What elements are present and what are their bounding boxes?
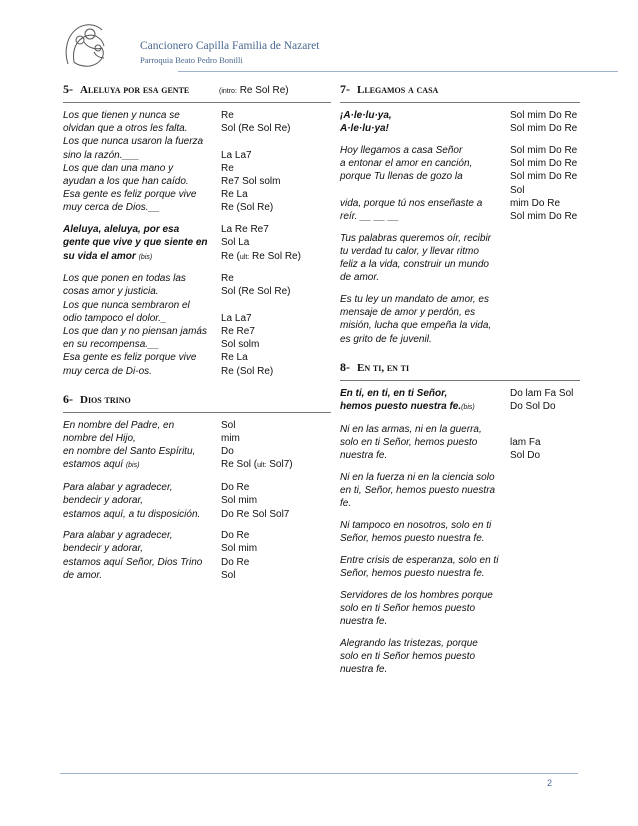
lyric [63, 250, 219, 264]
song-7-body [340, 109, 580, 346]
verse-line [340, 197, 580, 210]
lyric: odio tampoco el dolor._ [63, 312, 167, 324]
verse-line [63, 312, 331, 325]
chords: Sol (Re Sol Re) [221, 286, 291, 298]
chords: Re [221, 273, 234, 285]
lyric: Aleluya, aleluya, por esa [63, 224, 180, 236]
verse-line [63, 508, 331, 521]
chords: Sol mim Do Re [510, 144, 578, 156]
song-intro [219, 85, 331, 96]
chords: Sol mim [221, 495, 258, 507]
lyric: mensaje de amor y perdón, es [340, 307, 476, 319]
chord-text: Re ( [221, 250, 240, 262]
lyric-text: estamos aquí [63, 459, 124, 471]
verse-line [63, 149, 331, 162]
song-title: Llegamos a casa [357, 84, 439, 96]
chords [219, 250, 331, 264]
verse-line [63, 325, 331, 338]
lyric: olvidan que a otros les falta. [63, 123, 188, 135]
lyric: sino la razón.___ [63, 149, 140, 161]
lyric: a entonar el amor en canción, [340, 158, 473, 170]
lyric: ayudan a los que han caído. [63, 176, 189, 188]
chords: Do Re [221, 556, 250, 568]
lyric: de amor. [63, 569, 103, 581]
lyric: Para alabar y agradecer, [63, 482, 173, 494]
chords: Do Re [221, 530, 250, 542]
chords: Do lam Fa Sol [510, 387, 574, 399]
lyric: gente que vive y que siente en [63, 237, 208, 249]
repeat-mark: (bis) [125, 462, 140, 470]
song-8-body [340, 387, 580, 677]
song-5-heading [63, 82, 331, 98]
verse-line [340, 436, 580, 449]
chords: Sol [221, 419, 236, 431]
lyric: fe. [340, 498, 352, 510]
verse-line [63, 445, 331, 458]
song-number: 8- [340, 359, 350, 374]
chords: Re [221, 162, 234, 174]
lyric: Los que nunca usaron la fuerza [63, 136, 204, 148]
verse-line [63, 162, 331, 175]
lyric: solo en ti Señor hemos puesto [340, 602, 476, 614]
verse-line [340, 293, 580, 306]
verse-line [340, 157, 580, 170]
verse-line [340, 333, 580, 346]
repeat-mark: (bis) [461, 403, 475, 411]
chords: Sol [221, 569, 236, 581]
song-title: Dios trino [80, 393, 131, 406]
lyric: Alegrando las tristezas, porque [340, 637, 478, 649]
chords: Sol La [221, 237, 250, 249]
lyric: en su recompensa.__ [63, 339, 160, 351]
lyric: Ni tampoco en nosotros, solo en ti [340, 519, 492, 531]
chords: Re (Sol Re) [221, 365, 274, 377]
lyric: ¡A·le·lu·ya, [340, 110, 392, 121]
verse-line [63, 494, 331, 507]
song-heading-underline [63, 412, 331, 413]
song-number: 5- [63, 82, 73, 96]
lyric: porque Tu llenas de gozo la [340, 171, 463, 183]
verse-line [63, 109, 331, 122]
chord-text: Sol7) [266, 459, 293, 471]
chords: Sol mim Do Re [510, 210, 578, 222]
verse-line [63, 419, 331, 432]
chords [219, 135, 331, 148]
chords: Re Re7 [221, 326, 255, 338]
repeat-mark: (bis) [138, 253, 153, 261]
verse-line [340, 637, 580, 650]
verse-line [340, 471, 580, 484]
lyric: estamos aquí, a tu disposición. [63, 508, 201, 520]
song-heading-underline [340, 102, 580, 103]
verse-line [340, 449, 580, 462]
verse-line [340, 170, 580, 196]
verse-line [340, 306, 580, 319]
lyric: Los que dan y no piensan jamás [63, 326, 207, 338]
lyric: reír. __ __ __ [340, 210, 400, 222]
lyric: de amor. [340, 272, 380, 284]
lyric-text: su vida el amor [63, 250, 136, 262]
lyric: nuestra fe. [340, 664, 388, 676]
lyric: Esa gente es feliz porque vive [63, 189, 197, 201]
lyric: nombre del Hijo, [63, 433, 136, 445]
verse-line [340, 567, 580, 580]
song-title: Aleluya por esa gente [80, 84, 190, 96]
lyric: Hoy llegamos a casa Señor [340, 144, 463, 156]
page-number: 2 [547, 778, 553, 788]
chords: Sol mim Do Re [510, 110, 578, 121]
chords: Do Re Sol Sol7 [221, 508, 290, 520]
verse-line [63, 529, 331, 542]
chords: Sol Do [510, 450, 541, 462]
chords: Sol solm [221, 339, 260, 351]
chords: Sol mim Do Re Sol [510, 171, 578, 196]
lyric: tu verdad tu calor, y llevar ritmo [340, 245, 479, 257]
verse-line [340, 245, 580, 258]
chord-note: ult: [239, 253, 250, 261]
chords: Do [221, 446, 234, 458]
verse-line [340, 589, 580, 602]
verse-line [63, 201, 331, 214]
right-column [340, 82, 580, 676]
chords: La Re Re7 [221, 224, 269, 236]
chorus-line [63, 236, 331, 249]
chords: Re [221, 110, 234, 121]
song-number: 7- [340, 82, 350, 96]
song-number: 6- [63, 391, 73, 406]
header-subtitle: Parroquia Beato Pedro Bonilli [140, 55, 243, 65]
verse-line [63, 272, 331, 285]
holy-family-logo-icon [60, 18, 116, 74]
verse-line [63, 299, 331, 312]
chords: La La7 [221, 312, 252, 324]
chorus-line [63, 250, 331, 264]
lyric: A·le·lu·ya! [340, 123, 389, 135]
lyric: feliz a la vida, construir un mundo [340, 259, 489, 271]
verse-line [63, 351, 331, 364]
verse-line [63, 481, 331, 494]
header-title: Cancionero Capilla Familia de Nazaret [140, 40, 320, 52]
page-header [60, 18, 580, 78]
chords [219, 458, 331, 472]
chords: Sol mim Do Re [510, 158, 578, 170]
chords: mim Do Re [510, 197, 561, 209]
verse-line [63, 556, 331, 569]
chords: Sol mim Do Re [510, 123, 578, 135]
verse-line [340, 423, 580, 436]
song-6-heading [63, 392, 331, 408]
chorus-line [340, 387, 580, 400]
chorus-line [340, 109, 580, 122]
lyric: cosas amor y justicia. [63, 286, 159, 298]
song-7-heading [340, 82, 580, 98]
lyric: vida, porque tú nos enseñaste a [340, 197, 483, 209]
lyric: Los que dan una mano y [63, 162, 174, 174]
lyric: bendecir y adorar, [63, 495, 144, 507]
verse-line [340, 497, 580, 510]
chord-note: ult: [257, 462, 267, 470]
verse-line [63, 432, 331, 445]
lyric: Ni en las armas, ni en la guerra, [340, 423, 482, 435]
chords [508, 423, 580, 436]
verse-line [340, 532, 580, 545]
lyric: en nombre del Santo Espíritu, [63, 446, 196, 458]
left-column [63, 82, 331, 582]
intro-chords: Re Sol Re) [239, 85, 289, 96]
header-divider [178, 71, 618, 72]
chord-text: Re Sol ( [221, 459, 258, 471]
song-heading-underline [63, 102, 331, 103]
song-6-body [63, 419, 331, 582]
chorus-line [340, 122, 580, 135]
verse-line [63, 458, 331, 472]
verse-line [63, 122, 331, 135]
song-title: En ti, en ti [357, 361, 410, 374]
verse-line [340, 484, 580, 497]
verse-line [340, 615, 580, 628]
verse-line [340, 271, 580, 284]
chords: Re La [221, 189, 248, 201]
verse-line [340, 144, 580, 157]
chords [219, 299, 331, 312]
lyric: solo en ti Señor, hemos puesto [340, 436, 478, 448]
chords: Do Re [221, 482, 250, 494]
verse-line [340, 602, 580, 615]
chorus-line [63, 223, 331, 236]
chords: Sol mim [221, 543, 258, 555]
chords: Sol (Re Sol Re) [221, 123, 291, 135]
chorus-line [340, 400, 580, 414]
song-5-body [63, 109, 331, 378]
lyric-text: hemos puesto nuestra fe. [340, 400, 462, 412]
chords: mim [221, 433, 240, 445]
lyric: estamos aquí Señor, Dios Trino [63, 556, 203, 568]
lyric: solo en ti Señor hemos puesto [340, 651, 476, 662]
verse-line [340, 663, 580, 676]
chord-text: Re Sol Re) [249, 250, 301, 262]
lyric: Para alabar y agradecer, [63, 530, 173, 542]
lyric: nuestra fe. [340, 450, 388, 462]
song-heading-underline [340, 380, 580, 381]
lyric: Ni en la fuerza ni en la ciencia solo [340, 471, 495, 483]
footer-divider [60, 773, 578, 774]
lyric: Esa gente es feliz porque vive [63, 352, 197, 364]
song-8-heading [340, 360, 580, 376]
verse-line [63, 365, 331, 378]
chords: lam Fa [510, 436, 541, 448]
intro-label: (intro: [219, 88, 237, 95]
chords: Re (Sol Re) [221, 202, 274, 214]
lyric: Es tu ley un mandato de amor, es [340, 293, 489, 305]
lyric: Servidores de los hombres porque [340, 589, 493, 601]
chords: Re La [221, 352, 248, 364]
verse-line [63, 175, 331, 188]
lyric: Entre crisis de esperanza, solo en ti [340, 554, 499, 566]
lyric: misión, lucha que empeña la vida, [340, 320, 492, 332]
verse-line [340, 519, 580, 532]
lyric [340, 400, 508, 414]
lyric: bendecir y adorar, [63, 543, 144, 555]
lyric: Señor, hemos puesto nuestra fe. [340, 567, 485, 579]
lyric: muy cerca de Di-os. [63, 365, 152, 377]
lyric [63, 458, 219, 472]
lyric: En ti, en ti, en ti Señor, [340, 387, 448, 399]
chords: Re7 Sol solm [221, 176, 281, 188]
verse-line [63, 569, 331, 582]
lyric: En nombre del Padre, en [63, 419, 175, 431]
verse-line [340, 554, 580, 567]
verse-line [63, 285, 331, 298]
verse-line [63, 188, 331, 201]
chords: Do Sol Do [510, 400, 556, 412]
verse-line [340, 258, 580, 271]
lyric: Los que tienen y nunca se [63, 110, 180, 121]
verse-line [340, 210, 580, 223]
verse-line [340, 319, 580, 332]
lyric: Tus palabras queremos oír, recibir [340, 232, 491, 244]
verse-line [63, 338, 331, 351]
verse-line [63, 542, 331, 555]
lyric: Los que nunca sembraron el [63, 299, 190, 311]
chords: La La7 [221, 149, 252, 161]
lyric: en ti, Señor, hemos puesto nuestra [340, 484, 496, 496]
verse-line [340, 650, 580, 663]
lyric: Los que ponen en todas las [63, 273, 186, 285]
lyric: nuestra fe. [340, 616, 388, 628]
lyric: Señor, hemos puesto nuestra fe. [340, 533, 485, 545]
verse-line [63, 135, 331, 148]
lyric: es grito de fe juvenil. [340, 333, 432, 345]
verse-line [340, 232, 580, 245]
lyric: muy cerca de Dios.__ [63, 202, 160, 214]
